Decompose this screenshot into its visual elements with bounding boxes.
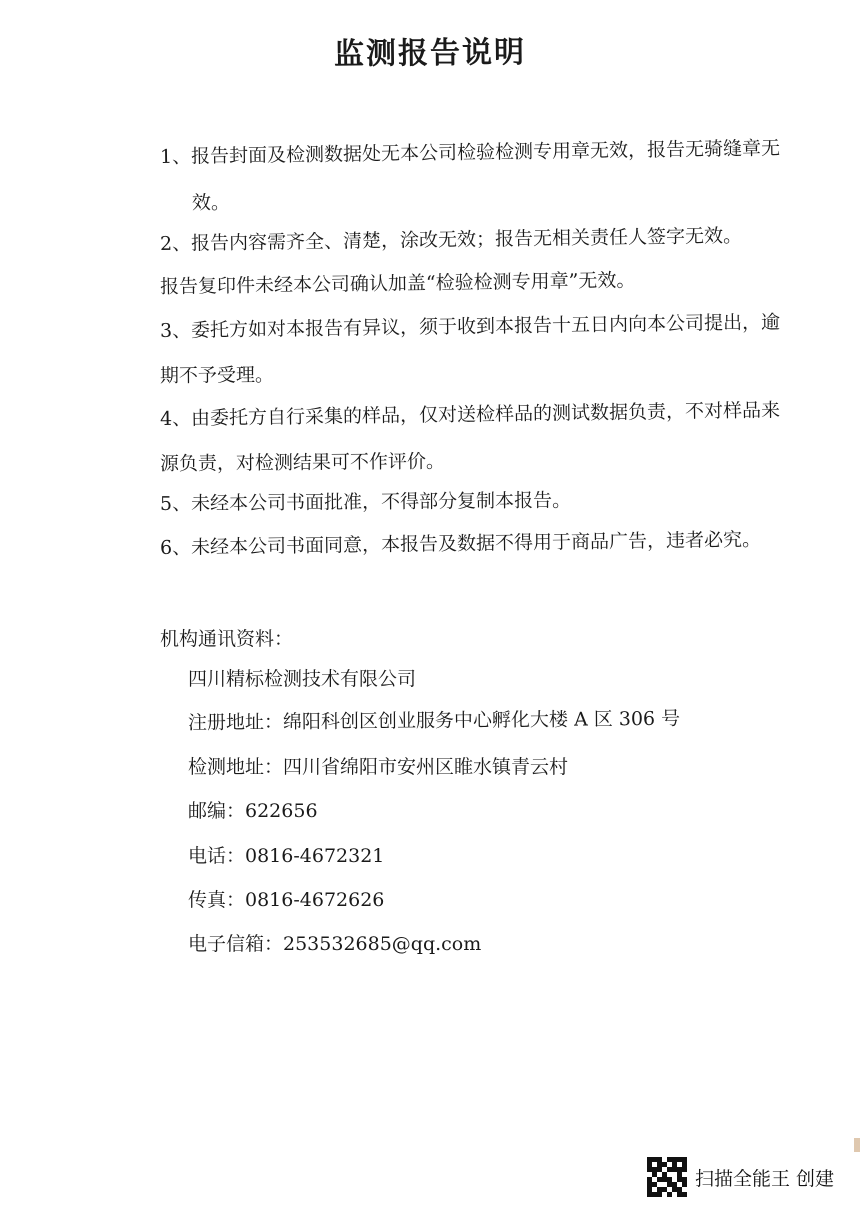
- contact-heading: 机构通讯资料：: [160, 628, 294, 650]
- statement-line: 期不予受理。: [159, 364, 275, 387]
- email-address: 电子信箱：253532685@qq.com: [188, 933, 482, 955]
- statement-line: 源负责，对检测结果可不作评价。: [159, 450, 446, 475]
- statement-line: 5、未经本公司书面批准，不得部分复制本报告。: [159, 489, 572, 515]
- statement-line: 3、委托方如对本报告有异议，须于收到本报告十五日内向本公司提出，逾: [159, 311, 781, 342]
- statement-line: 6、未经本公司书面同意，本报告及数据不得用于商品广告，违者必究。: [159, 528, 762, 559]
- postal-code: 邮编：622656: [188, 800, 318, 822]
- statement-line: 效。: [191, 191, 231, 214]
- statement-line: 1、报告封面及检测数据处无本公司检验检测专用章无效，报告无骑缝章无: [159, 137, 781, 168]
- company-name: 四川精标检测技术有限公司: [188, 668, 417, 690]
- scanner-watermark: [647, 1157, 834, 1197]
- statement-line: 报告复印件未经本公司确认加盖“检验检测专用章”无效。: [159, 269, 636, 298]
- page-title: 监测报告说明: [333, 34, 527, 73]
- fax-number: 传真：0816-4672626: [188, 889, 385, 911]
- scan-edge-mark: [854, 1138, 860, 1152]
- phone-number: 电话：0816-4672321: [188, 845, 385, 867]
- statement-line: 2、报告内容需齐全、清楚，涂改无效；报告无相关责任人签字无效。: [159, 224, 743, 255]
- qr-code-icon: [647, 1157, 687, 1197]
- statement-line: 4、由委托方自行采集的样品，仅对送检样品的测试数据负责，不对样品来: [159, 399, 781, 430]
- scanner-watermark-text: 扫描全能王 创建: [694, 1167, 834, 1190]
- registered-address: 注册地址：绵阳科创区创业服务中心孵化大楼 A 区 306 号: [187, 707, 681, 734]
- testing-address: 检测地址：四川省绵阳市安州区睢水镇青云村: [188, 756, 569, 778]
